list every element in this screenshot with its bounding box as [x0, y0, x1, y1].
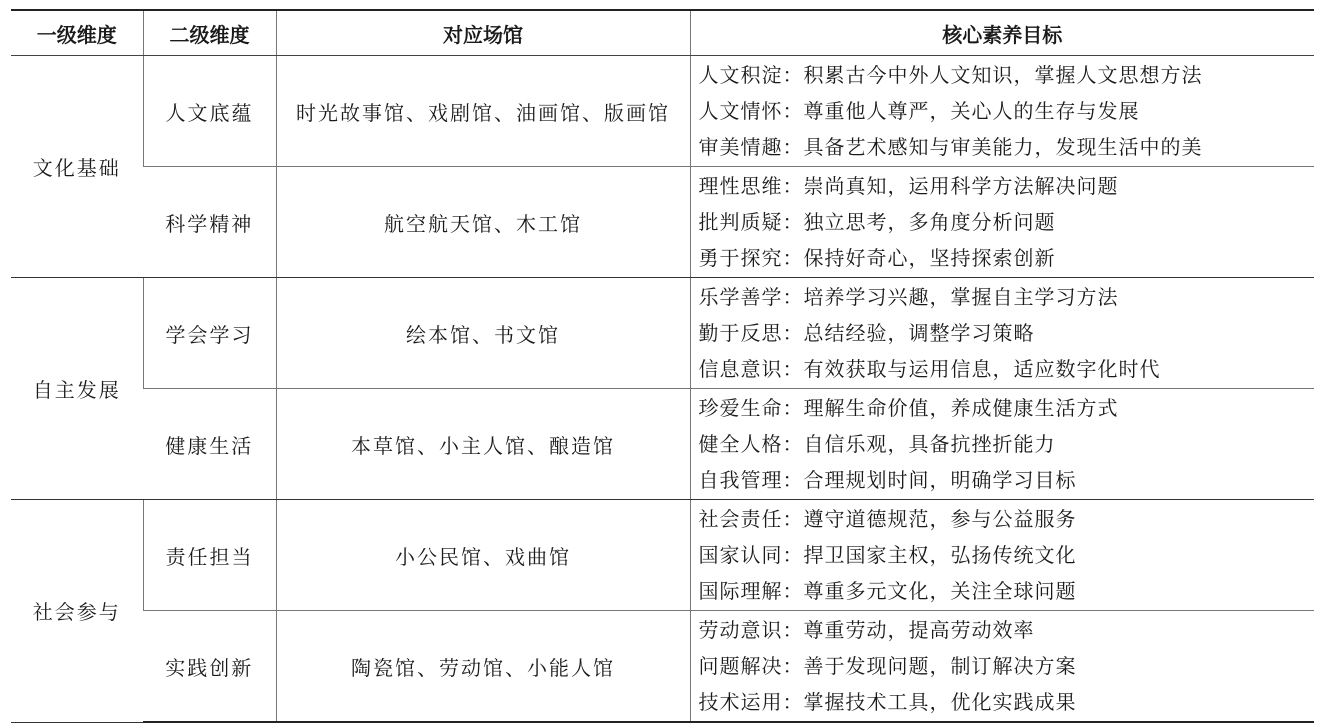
goal-line: 审美情趣：具备艺术感知与审美能力，发现生活中的美: [698, 135, 1203, 159]
goal-line: 勤于反思：总结经验，调整学习策略: [698, 321, 1035, 345]
table-row: [11, 611, 1314, 723]
primary-dimension-cell: 社会参与: [11, 500, 143, 723]
secondary-dimension-cell: 学会学习: [143, 278, 276, 389]
goal-line: 人文情怀：尊重他人尊严，关心人的生存与发展: [698, 99, 1140, 123]
primary-dimension-cell: 自主发展: [11, 278, 143, 500]
goal-line: 人文积淀：积累古今中外人文知识，掌握人文思想方法: [698, 63, 1203, 87]
goal-line: 自我管理：合理规划时间，明确学习目标: [698, 468, 1077, 492]
goal-line: 国际理解：尊重多元文化，关注全球问题: [698, 579, 1077, 603]
table-row: [11, 389, 1314, 500]
goal-line: 社会责任：遵守道德规范，参与公益服务: [698, 507, 1077, 531]
table-row: [11, 500, 1314, 611]
goal-line: 健全人格：自信乐观，具备抗挫折能力: [698, 432, 1056, 456]
goal-line: 珍爱生命：理解生命价值，养成健康生活方式: [698, 396, 1119, 420]
goals-cell: [690, 167, 1314, 278]
goal-line: 勇于探究：保持好奇心，坚持探索创新: [698, 246, 1056, 270]
table-row: [11, 56, 1314, 167]
goal-line: 劳动意识：尊重劳动，提高劳动效率: [698, 618, 1035, 642]
secondary-dimension-cell: 健康生活: [143, 389, 276, 500]
header-secondary-dimension: 二级维度: [143, 10, 276, 56]
goal-line: 技术运用：掌握技术工具，优化实践成果: [698, 690, 1077, 714]
venues-cell: 时光故事馆、戏剧馆、油画馆、版画馆: [276, 56, 690, 167]
competency-table: [11, 9, 1314, 723]
goals-cell: [690, 56, 1314, 167]
venues-cell: 本草馆、小主人馆、酿造馆: [276, 389, 690, 500]
venues-cell: 陶瓷馆、劳动馆、小能人馆: [276, 611, 690, 723]
table-row: [11, 278, 1314, 389]
venues-cell: 绘本馆、书文馆: [276, 278, 690, 389]
secondary-dimension-cell: 科学精神: [143, 167, 276, 278]
venues-cell: 航空航天馆、木工馆: [276, 167, 690, 278]
goal-line: 国家认同：捍卫国家主权，弘扬传统文化: [698, 543, 1077, 567]
goal-line: 批判质疑：独立思考，多角度分析问题: [698, 210, 1056, 234]
goal-line: 信息意识：有效获取与运用信息，适应数字化时代: [698, 357, 1161, 381]
table-row: [11, 167, 1314, 278]
goals-cell: [690, 389, 1314, 500]
goal-line: 问题解决：善于发现问题，制订解决方案: [698, 654, 1077, 678]
goals-cell: [690, 278, 1314, 389]
goal-line: 理性思维：崇尚真知，运用科学方法解决问题: [698, 174, 1119, 198]
goal-line: 乐学善学：培养学习兴趣，掌握自主学习方法: [698, 285, 1119, 309]
header-primary-dimension: 一级维度: [11, 10, 143, 56]
secondary-dimension-cell: 责任担当: [143, 500, 276, 611]
header-venues: 对应场馆: [276, 10, 690, 56]
header-row: [11, 10, 1314, 56]
secondary-dimension-cell: 实践创新: [143, 611, 276, 723]
goals-cell: [690, 500, 1314, 611]
header-core-goals: 核心素养目标: [690, 10, 1314, 56]
secondary-dimension-cell: 人文底蕴: [143, 56, 276, 167]
goals-cell: [690, 611, 1314, 723]
primary-dimension-cell: 文化基础: [11, 56, 143, 278]
venues-cell: 小公民馆、戏曲馆: [276, 500, 690, 611]
